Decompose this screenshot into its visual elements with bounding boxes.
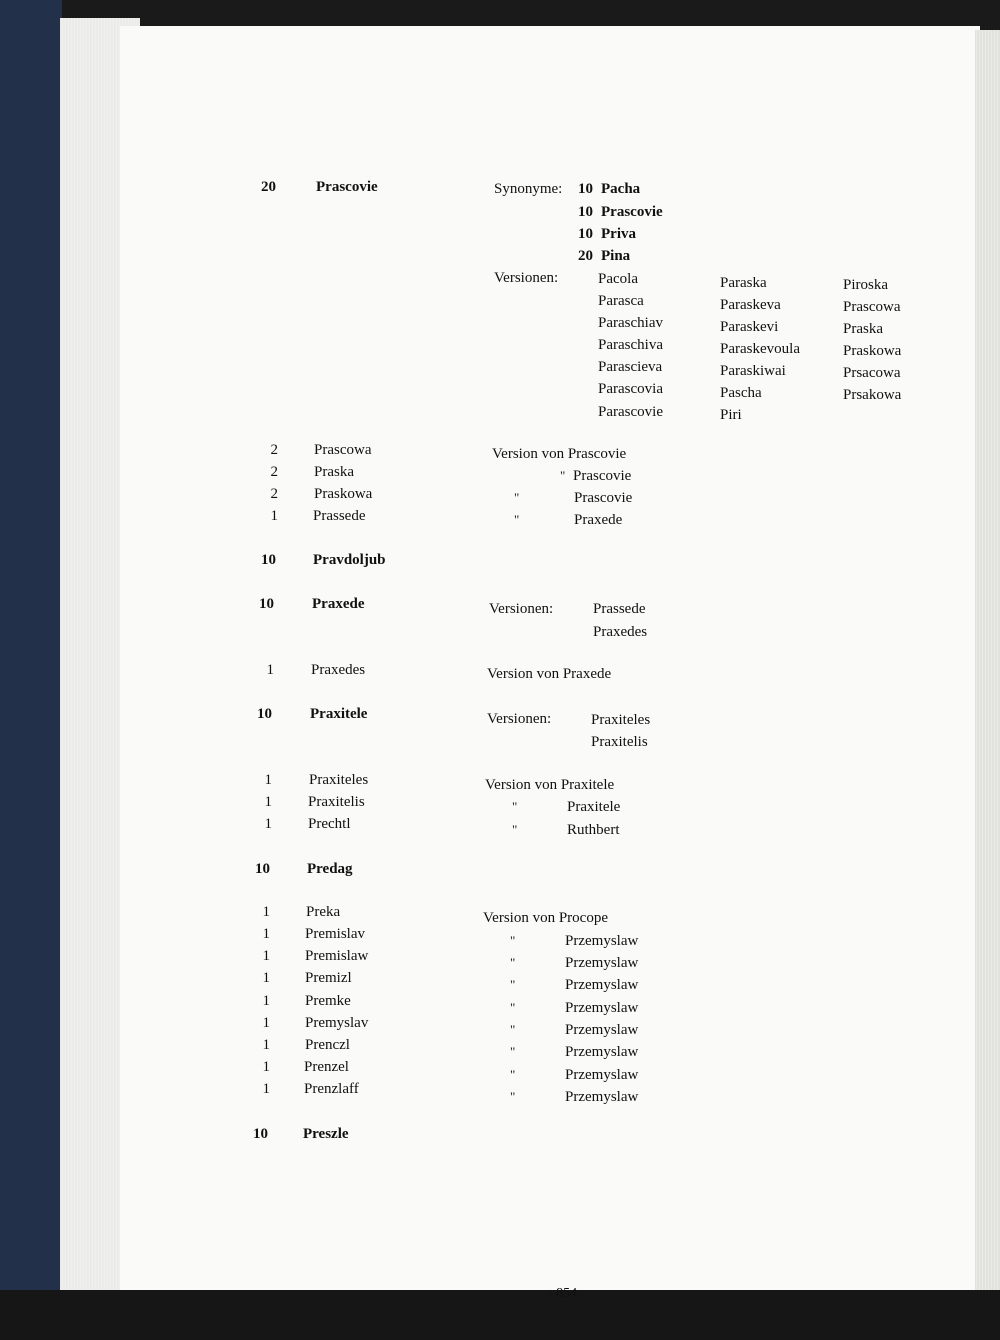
ditto-mark: " [510, 1089, 516, 1104]
entry-count: 1 [262, 970, 270, 986]
version-name: Prascowa [843, 299, 901, 315]
ditto-mark: " [560, 468, 566, 483]
reference-text: Przemyslaw [565, 1044, 639, 1060]
version-name: Prsakowa [843, 387, 902, 403]
reference-text: Praxitelis [591, 734, 648, 750]
synonym-name: Pacha [601, 181, 641, 197]
version-name: Paraschiva [598, 337, 663, 353]
entry-name: Prassede [313, 508, 366, 524]
entry-name: Prascowa [314, 442, 372, 458]
page-number: - 854 - [548, 1286, 586, 1301]
ditto-mark: " [510, 1022, 516, 1037]
entry-count: 10 [253, 1126, 268, 1142]
ditto-mark: " [510, 933, 516, 948]
version-name: Piri [720, 407, 742, 423]
entry-count: 1 [262, 904, 270, 920]
reference-text: Praxedes [593, 624, 648, 640]
version-name: Piroska [843, 277, 888, 293]
synonym-name: Pina [601, 248, 631, 264]
entry-count: 10 [259, 596, 274, 612]
entry-count: 1 [262, 993, 270, 1009]
reference-text: Prassede [593, 601, 646, 617]
reference-text: Praxiteles [591, 712, 651, 728]
reference-text: Version von Praxitele [485, 777, 615, 793]
ditto-mark: " [514, 490, 520, 505]
synonym-count: 10 [578, 204, 593, 220]
version-name: Paraskevi [720, 319, 779, 335]
reference-text: Version von Praxede [487, 666, 612, 682]
entry-name: Praxitelis [308, 794, 365, 810]
version-name: Pascha [720, 385, 762, 401]
reference-text: Praxede [574, 512, 623, 528]
entry-name: Pravdoljub [313, 552, 386, 568]
entry-name: Prechtl [308, 816, 351, 832]
reference-text: Przemyslaw [565, 1089, 639, 1105]
entry-count: 20 [261, 179, 276, 195]
entry-count: 1 [262, 948, 270, 964]
entry-count: 1 [262, 1015, 270, 1031]
entry-count: 1 [270, 508, 278, 524]
entry-name: Prascovie [316, 179, 378, 195]
entry-name: Predag [307, 861, 353, 877]
reference-text: Przemyslaw [565, 1067, 639, 1083]
entry-name: Preszle [303, 1126, 349, 1142]
entry-count: 1 [262, 1037, 270, 1053]
entry-count: 2 [270, 486, 278, 502]
entry-name: Premke [305, 993, 351, 1009]
entry-count: 1 [264, 772, 272, 788]
reference-text: Prascovie [573, 468, 632, 484]
ditto-mark: " [514, 512, 520, 527]
reference-text: Praxitele [567, 799, 621, 815]
entry-count: 2 [270, 442, 278, 458]
entry-count: 1 [262, 1081, 270, 1097]
version-name: Prsacowa [843, 365, 901, 381]
synonym-count: 20 [578, 248, 593, 264]
reference-text: Przemyslaw [565, 1000, 639, 1016]
version-name: Paraskevoula [720, 341, 800, 357]
ditto-mark: " [512, 822, 518, 837]
reference-text: Przemyslaw [565, 977, 639, 993]
reference-text: Version von Procope [483, 910, 608, 926]
synonym-name: Prascovie [601, 204, 663, 220]
ditto-mark: " [510, 977, 516, 992]
entry-count: 10 [255, 861, 270, 877]
version-name: Parascovia [598, 381, 663, 397]
entry-name: Praxitele [310, 706, 368, 722]
version-name: Praska [843, 321, 883, 337]
entry-name: Praxede [312, 596, 365, 612]
entry-name: Praxedes [311, 662, 366, 678]
entry-name: Prenczl [305, 1037, 350, 1053]
entry-name: Praxiteles [309, 772, 369, 788]
version-name: Paraskeva [720, 297, 781, 313]
entry-count: 10 [257, 706, 272, 722]
reference-text: Versionen: [494, 270, 559, 286]
reference-text: Prascovie [574, 490, 633, 506]
entry-name: Premyslav [305, 1015, 369, 1031]
entry-count: 2 [270, 464, 278, 480]
reference-text: Ruthbert [567, 822, 620, 838]
entry-count: 1 [262, 1059, 270, 1075]
version-name: Pacola [598, 271, 638, 287]
reference-text: Versionen: [487, 711, 552, 727]
entry-name: Prenzel [304, 1059, 349, 1075]
reference-text: Version von Prascovie [492, 446, 627, 462]
ditto-mark: " [510, 955, 516, 970]
entry-count: 1 [264, 794, 272, 810]
book-cover-left [0, 0, 62, 1290]
synonym-name: Priva [601, 226, 636, 242]
entry-count: 1 [262, 926, 270, 942]
entry-name: Premizl [305, 970, 352, 986]
entry-count: 1 [266, 662, 274, 678]
entry-name: Praskowa [314, 486, 373, 502]
entry-count: 10 [261, 552, 276, 568]
page-edges-right [975, 30, 1000, 1310]
entry-name: Prenzlaff [304, 1081, 359, 1097]
ditto-mark: " [510, 1067, 516, 1082]
reference-text: Synonyme: [494, 181, 563, 197]
synonym-count: 10 [578, 226, 593, 242]
reference-text: Przemyslaw [565, 955, 639, 971]
version-name: Paraska [720, 275, 767, 291]
ditto-mark: " [510, 1000, 516, 1015]
reference-text: Versionen: [489, 601, 554, 617]
version-name: Parascieva [598, 359, 663, 375]
entry-name: Premislav [305, 926, 365, 942]
ditto-mark: " [512, 799, 518, 814]
reference-text: Przemyslaw [565, 1022, 639, 1038]
background-bottom [0, 1290, 1000, 1340]
entry-name: Preka [306, 904, 341, 920]
ditto-mark: " [510, 1044, 516, 1059]
version-name: Paraschiav [598, 315, 663, 331]
version-name: Parasca [598, 293, 644, 309]
version-name: Parascovie [598, 404, 663, 420]
entry-name: Praska [314, 464, 354, 480]
reference-text: Przemyslaw [565, 933, 639, 949]
version-name: Praskowa [843, 343, 902, 359]
synonym-count: 10 [578, 181, 593, 197]
entry-name: Premislaw [305, 948, 369, 964]
version-name: Paraskiwai [720, 363, 786, 379]
entry-count: 1 [264, 816, 272, 832]
